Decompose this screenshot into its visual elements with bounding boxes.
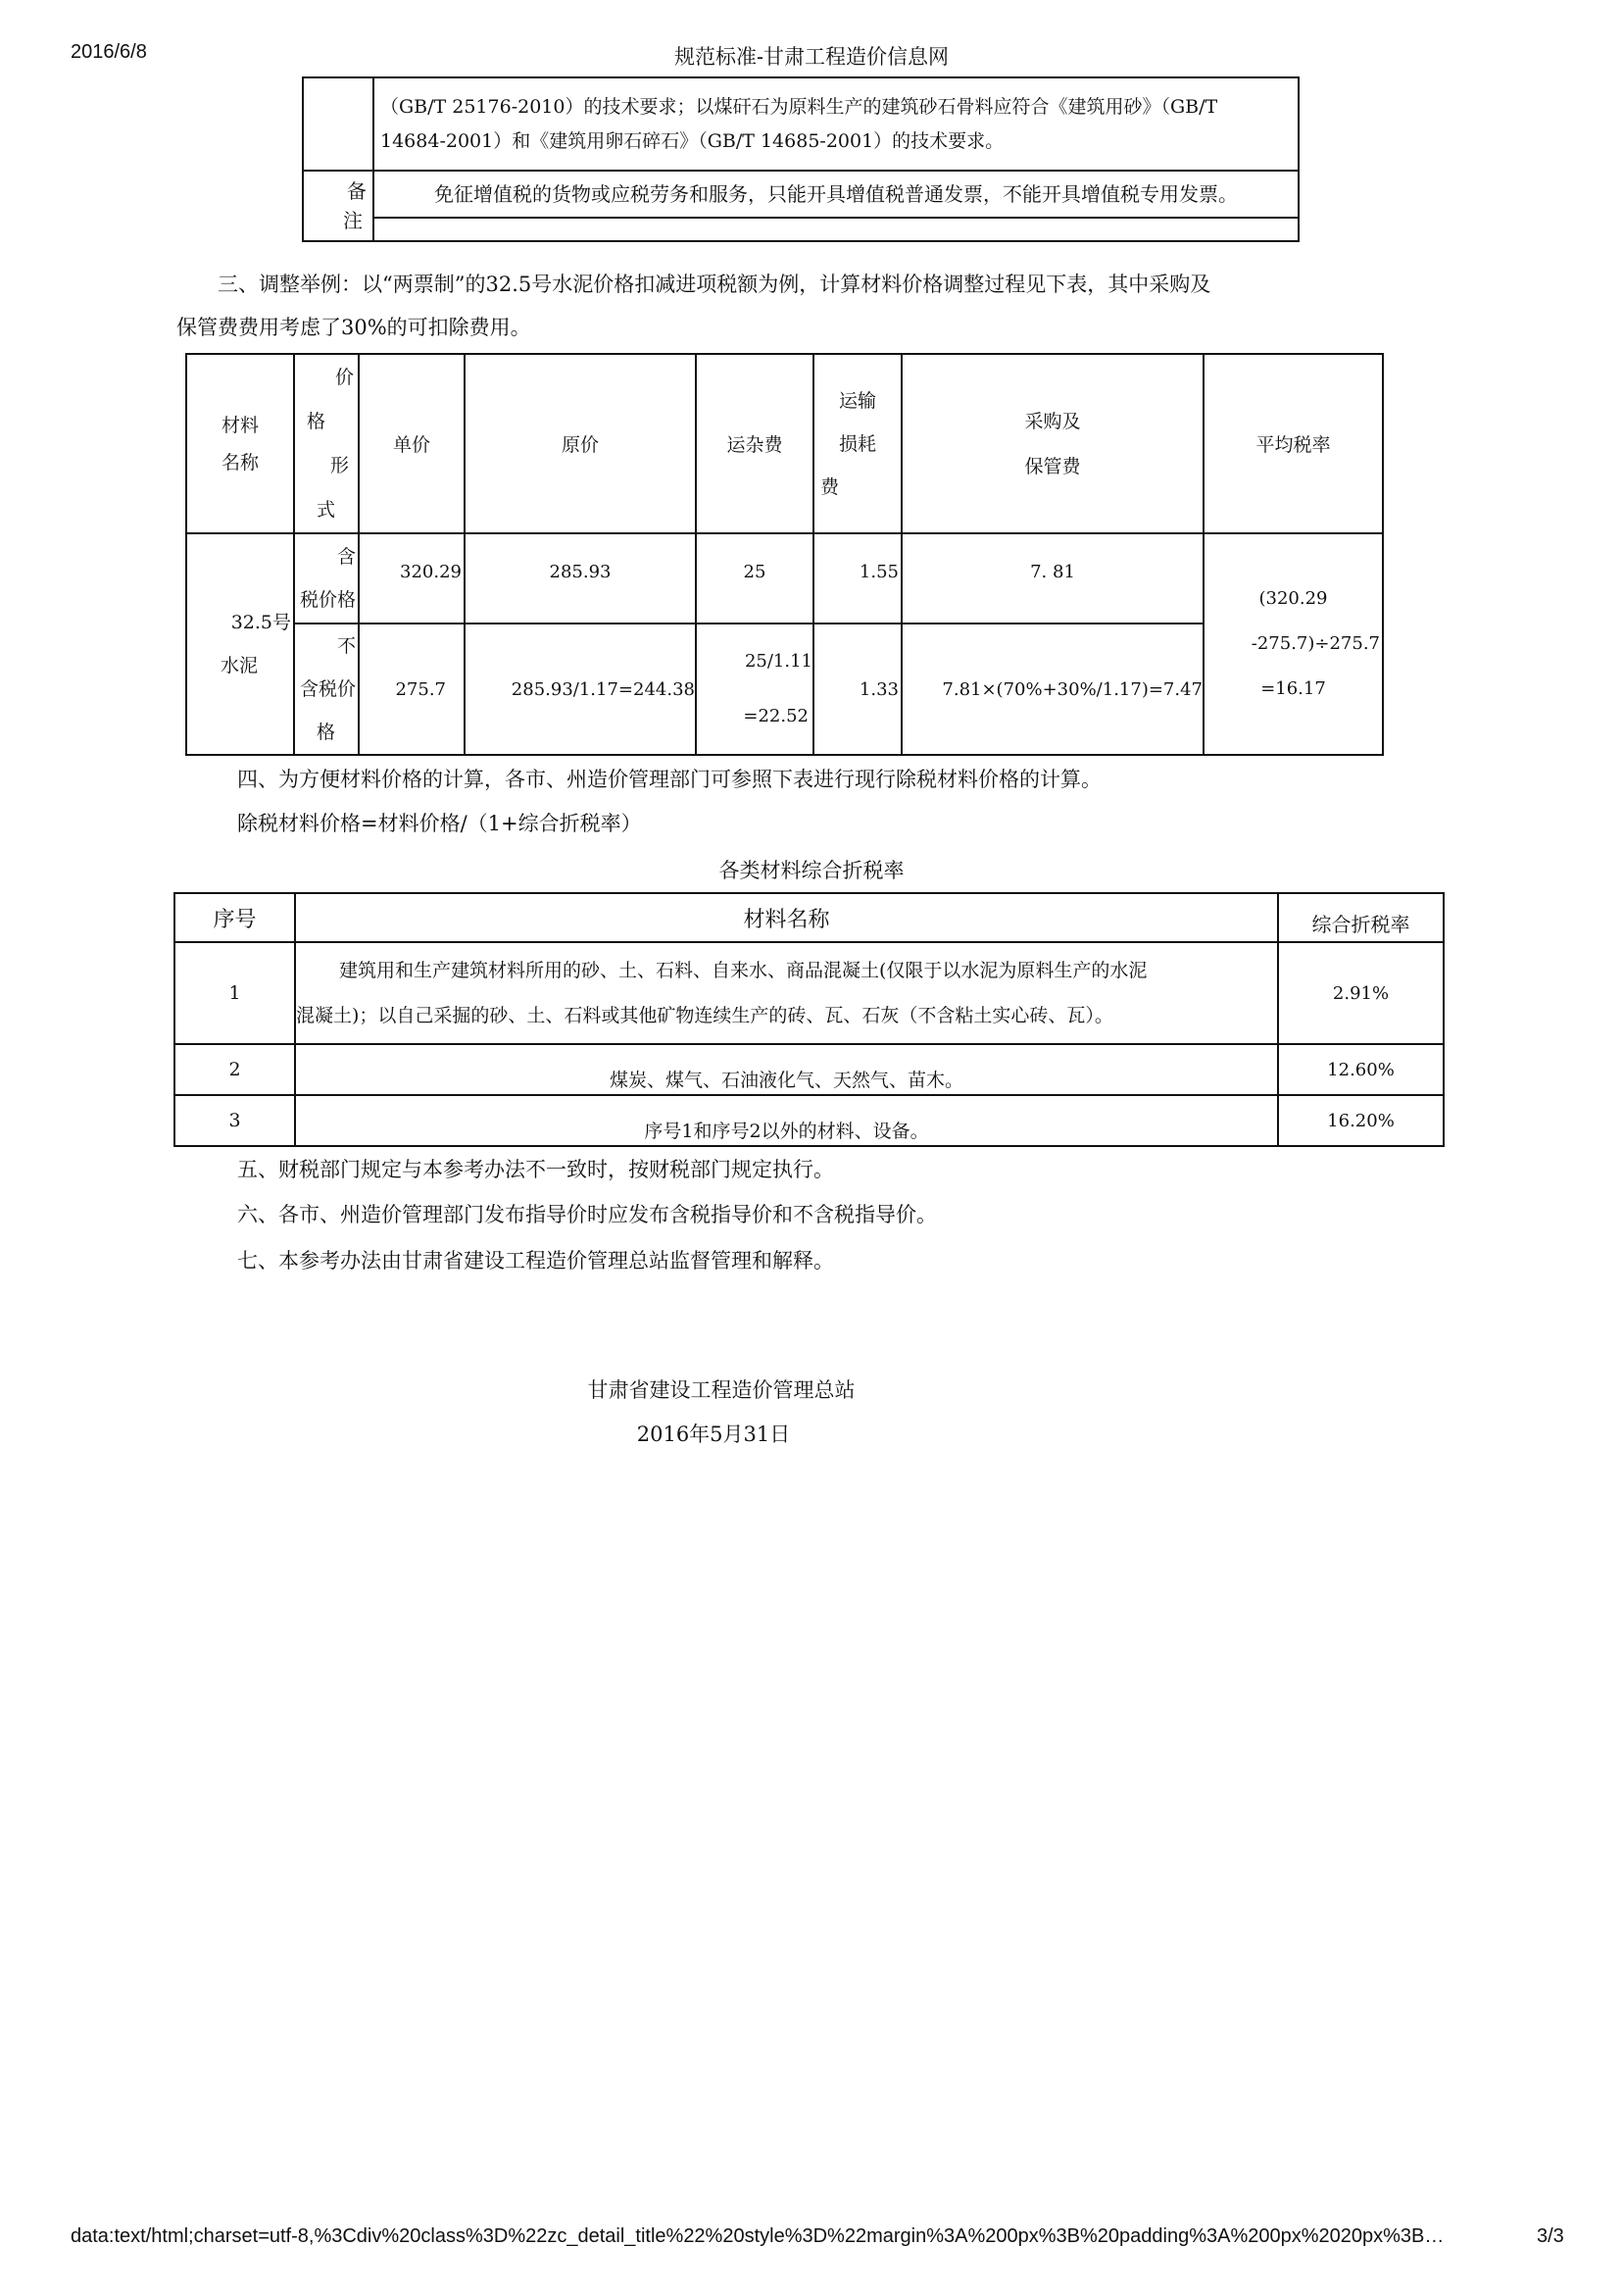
header-purchase-1: 采购及 bbox=[1024, 410, 1081, 432]
top-table bbox=[302, 76, 1300, 242]
freight-excl-2: =22.52 bbox=[743, 706, 809, 726]
rate-row-seq: 1 bbox=[174, 942, 295, 1044]
purchase-excl: 7.81×(70%+30%/1.17)=7.47 bbox=[902, 624, 1204, 755]
remark-text-cell bbox=[373, 171, 1299, 241]
remark-label: 注 bbox=[343, 209, 363, 232]
rate-row-seq: 3 bbox=[174, 1095, 295, 1146]
header-material bbox=[186, 354, 294, 533]
rate-row-name-line: 建筑用和生产建筑材料所用的砂、土、石料、自来水、商品混凝土(仅限于以水泥为原料生产的水泥 bbox=[339, 960, 1148, 981]
rate-row-name bbox=[295, 942, 1278, 1044]
freight-excl bbox=[696, 624, 813, 755]
original-price-excl: 285.93/1.17=244.38 bbox=[465, 624, 696, 755]
rate-row-rate: 16.20% bbox=[1278, 1095, 1444, 1146]
original-price-incl: 285.93 bbox=[465, 533, 696, 624]
price-form-excl bbox=[294, 624, 359, 755]
header-material-1: 材料 bbox=[221, 414, 259, 436]
signature-date: 2016年5月31日 bbox=[636, 1423, 791, 1446]
header-freight: 运杂费 bbox=[696, 354, 813, 533]
header-transport-loss-part: 损耗 bbox=[838, 432, 876, 455]
print-title: 规范标准-甘肃工程造价信息网 bbox=[674, 46, 949, 69]
freight-incl: 25 bbox=[696, 533, 813, 624]
header-material-2: 名称 bbox=[221, 451, 259, 474]
rate-row-rate: 2.91% bbox=[1278, 942, 1444, 1044]
price-form-excl-1: 不 bbox=[336, 635, 356, 657]
price-form-incl-2: 税价格 bbox=[299, 589, 356, 611]
rate-row-rate: 12.60% bbox=[1278, 1044, 1444, 1095]
header-original-price: 原价 bbox=[465, 354, 696, 533]
header-price-form bbox=[294, 354, 359, 533]
header-transport-loss-part: 运输 bbox=[838, 389, 876, 412]
material-name-2: 水泥 bbox=[221, 655, 259, 676]
avg-tax-line: (320.29 bbox=[1258, 588, 1328, 609]
rate-row-seq: 2 bbox=[174, 1044, 295, 1095]
unit-price-excl: 275.7 bbox=[359, 624, 465, 755]
rate-table bbox=[173, 892, 1445, 1147]
print-footer-page: 3/3 bbox=[1537, 2225, 1564, 2247]
loss-excl: 1.33 bbox=[813, 624, 902, 755]
rate-header-seq: 序号 bbox=[174, 893, 295, 942]
header-price-form-char: 形 bbox=[330, 454, 350, 476]
avg-tax-line: -275.7)÷275.7 bbox=[1251, 633, 1380, 654]
rate-table-caption: 各类材料综合折税率 bbox=[718, 859, 905, 882]
section3-line2: 保管费费用考虑了30%的可扣除费用。 bbox=[176, 316, 531, 339]
remark-label-cell bbox=[303, 171, 373, 241]
item-7: 七、本参考办法由甘肃省建设工程造价管理总站监督管理和解释。 bbox=[237, 1249, 834, 1273]
rate-row-name: 序号1和序号2以外的材料、设备。 bbox=[295, 1095, 1278, 1146]
top-table-label-cell bbox=[303, 77, 373, 171]
top-table-content-cell bbox=[373, 77, 1299, 171]
header-transport-loss bbox=[813, 354, 902, 533]
material-name-1: 32.5号 bbox=[230, 612, 291, 633]
top-table-line: （GB/T 25176-2010）的技术要求；以煤矸石为原料生产的建筑砂石骨料应符合《建筑用砂》（GB/T bbox=[380, 95, 1218, 118]
unit-price-incl: 320.29 bbox=[359, 533, 465, 624]
section4-line2: 除税材料价格=材料价格/（1+综合折税率） bbox=[237, 812, 642, 835]
header-price-form-char: 式 bbox=[317, 498, 336, 521]
purchase-incl: 7. 81 bbox=[902, 533, 1204, 624]
section3-line1: 三、调整举例：以“两票制”的32.5号水泥价格扣减进项税额为例，计算材料价格调整过程见下表，其中采购及 bbox=[218, 273, 1211, 296]
rate-row-name: 煤炭、煤气、石油液化气、天然气、苗木。 bbox=[295, 1044, 1278, 1095]
rate-header-rate: 综合折税率 bbox=[1278, 893, 1444, 942]
freight-excl-1: 25/1.11 bbox=[744, 651, 812, 672]
signature-org: 甘肃省建设工程造价管理总站 bbox=[587, 1378, 856, 1402]
price-form-incl bbox=[294, 533, 359, 624]
header-transport-loss-part: 费 bbox=[820, 475, 840, 498]
price-form-excl-3: 格 bbox=[317, 722, 336, 743]
section4-line1: 四、为方便材料价格的计算，各市、州造价管理部门可参照下表进行现行除税材料价格的计算。 bbox=[237, 768, 1102, 791]
remark-text: 免征增值税的货物或应税劳务和服务，只能开具增值税普通发票，不能开具增值税专用发票。 bbox=[374, 172, 1298, 219]
header-price-form-char: 价 bbox=[334, 366, 354, 388]
top-table-line: 14684-2001）和《建筑用卵石碎石》（GB/T 14685-2001）的技术要求。 bbox=[380, 129, 1005, 152]
rate-row-name-line: 混凝土)；以自己采掘的砂、土、石料或其他矿物连续生产的砖、瓦、石灰（不含粘土实心砖、瓦）。 bbox=[296, 1005, 1113, 1026]
header-purchase-2: 保管费 bbox=[1024, 455, 1081, 477]
header-price-form-char: 格 bbox=[307, 410, 326, 432]
item-5: 五、财税部门规定与本参考办法不一致时，按财税部门规定执行。 bbox=[237, 1158, 834, 1181]
material-name-cell bbox=[186, 533, 294, 755]
avg-tax-line: =16.17 bbox=[1260, 678, 1326, 699]
price-form-incl-1: 含 bbox=[336, 546, 356, 568]
rate-header-name: 材料名称 bbox=[295, 893, 1278, 942]
print-footer-url: data:text/html;charset=utf-8,%3Cdiv%20class%3D%22zc_detail_title%22%20style%3D%22margin%3A%200px%3B%20padding%3A%200px%2020px%3B… bbox=[71, 2225, 1445, 2247]
example-table bbox=[185, 353, 1384, 756]
price-form-excl-2: 含税价 bbox=[299, 678, 356, 700]
header-unit-price: 单价 bbox=[359, 354, 465, 533]
loss-incl: 1.55 bbox=[813, 533, 902, 624]
remark-label: 备 bbox=[347, 179, 367, 203]
item-6: 六、各市、州造价管理部门发布指导价时应发布含税指导价和不含税指导价。 bbox=[237, 1203, 937, 1226]
header-avg-tax: 平均税率 bbox=[1204, 354, 1383, 533]
print-date: 2016/6/8 bbox=[71, 41, 147, 63]
header-purchase bbox=[902, 354, 1204, 533]
avg-tax-cell bbox=[1204, 533, 1383, 755]
